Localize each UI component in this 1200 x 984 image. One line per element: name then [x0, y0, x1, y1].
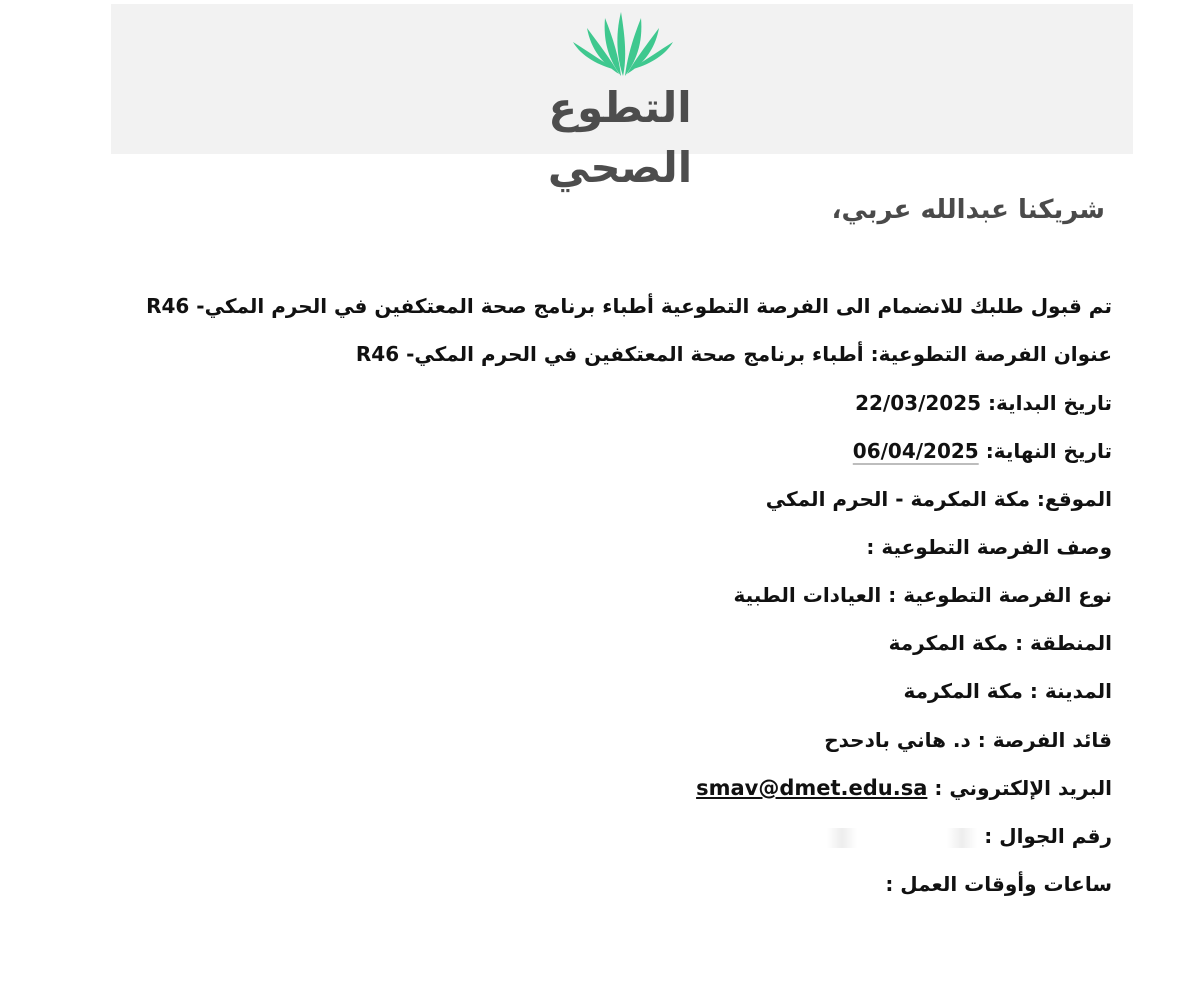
greeting: شريكنا عبدالله عربي،: [831, 195, 1105, 225]
location-line: [766, 485, 1112, 513]
end-date-label: تاريخ النهاية:: [985, 439, 1112, 463]
phone-redacted: [827, 828, 977, 848]
city-value: مكة المكرمة: [903, 679, 1023, 703]
type-label: نوع الفرصة التطوعية :: [888, 583, 1112, 607]
city-line: [903, 677, 1112, 705]
email-link[interactable]: smav@dmet.edu.sa: [696, 776, 928, 800]
region-line: [889, 629, 1112, 657]
type-value: العيادات الطبية: [733, 583, 882, 607]
palm-leaf-icon: [571, 8, 675, 78]
title-value: أطباء برنامج صحة المعتكفين في الحرم المكي- R46: [355, 342, 864, 366]
region-value: مكة المكرمة: [888, 631, 1009, 655]
type-line: [733, 581, 1112, 609]
location-value: مكة المكرمة - الحرم المكي: [765, 487, 1030, 511]
title-label: عنوان الفرصة التطوعية:: [870, 342, 1112, 366]
description-label: وصف الفرصة التطوعية :: [866, 535, 1112, 559]
phone-label: رقم الجوال :: [984, 824, 1112, 848]
region-label: المنطقة :: [1015, 631, 1112, 655]
city-label: المدينة :: [1029, 679, 1112, 703]
description-line: [866, 533, 1112, 561]
leader-line: [824, 726, 1112, 754]
acceptance-line: [146, 292, 1112, 320]
acceptance-text: تم قبول طلبك للانضمام الى الفرصة التطوعية أطباء برنامج صحة المعتكفين في الحرم المكي- R46: [146, 294, 1112, 318]
hours-line: [885, 870, 1112, 898]
phone-line: [827, 822, 1112, 850]
start-date-line: [855, 389, 1112, 417]
end-date-value[interactable]: 06/04/2025: [852, 439, 979, 463]
hours-label: ساعات وأوقات العمل :: [885, 872, 1112, 896]
start-date-value: 22/03/2025: [855, 391, 982, 415]
logo-text: التطوع الصحي: [547, 83, 693, 192]
end-date-line: [853, 437, 1112, 465]
email-line: [696, 774, 1112, 802]
leader-label: قائد الفرصة :: [977, 728, 1112, 752]
location-label: الموقع:: [1036, 487, 1112, 511]
title-line: [356, 340, 1112, 368]
email-label: البريد الإلكتروني :: [934, 776, 1112, 800]
leader-value: د. هاني بادحدح: [824, 728, 971, 752]
start-date-label: تاريخ البداية:: [988, 391, 1112, 415]
